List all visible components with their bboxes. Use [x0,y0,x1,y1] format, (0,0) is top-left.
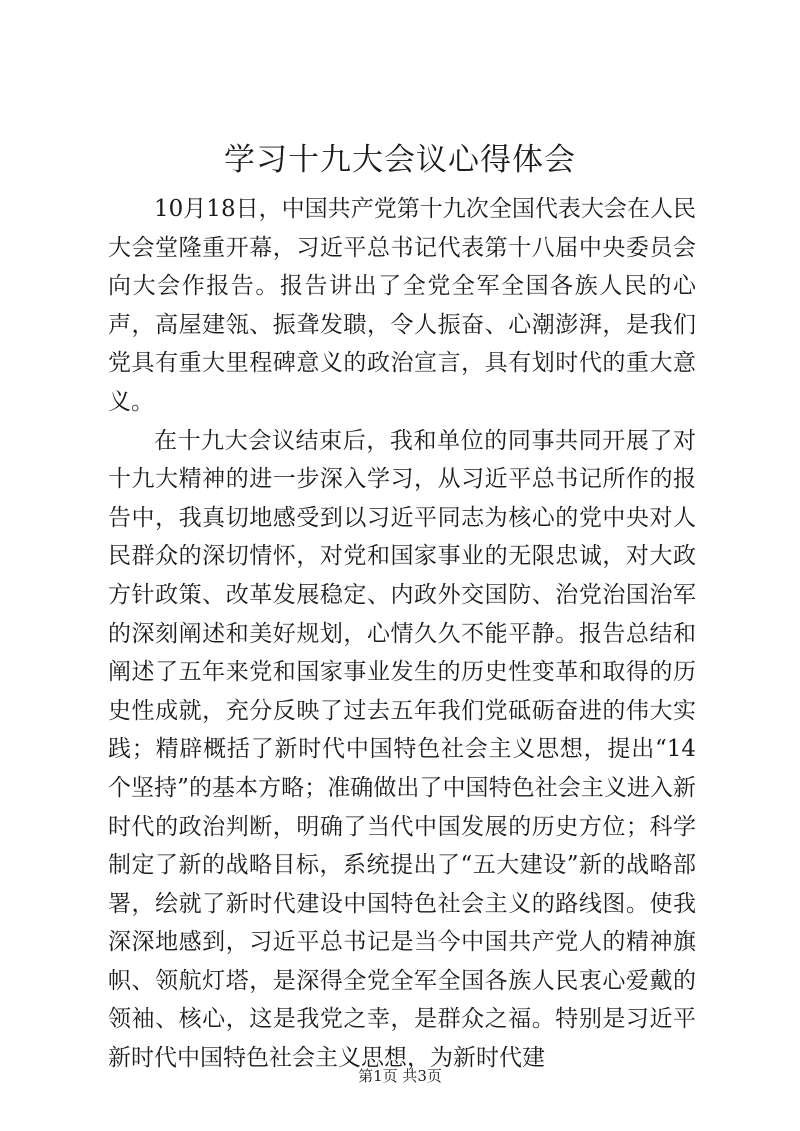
page-number-footer: 第1页 共3页 [358,1067,442,1085]
paragraph-1: 10月18日，中国共产党第十九次全国代表大会在人民大会堂隆重开幕，习近平总书记代表第十八届中央委员会向大会作报告。报告讲出了全党全军全国各族人民的心声，高屋建瓴、振聋发聩，令人振奋、心潮澎湃，是我们党具有重大里程碑意义的政治宣言，具有划时代的重大意义。 [108,196,696,415]
paragraph-2: 在十九大会议结束后，我和单位的同事共同开展了对十九大精神的进一步深入学习，从习近平总书记所作的报告中，我真切地感受到以习近平同志为核心的党中央对人民群众的深切情怀，对党和国家事业的无限忠诚，对大政方针政策、改革发展稳定、内政外交国防、治党治国治军的深刻阐述和美好规划，心情久久不能平静。报告总结和阐述了五年来党和国家事业发生的历史性变革和取得的历史性成就，充分反映了过去五年我们党砥砺奋进的伟大实践；精辟概括了新时代中国特色社会主义思想，提出“14个坚持”的基本方略；准确做出了中国特色社会主义进入新时代的政治判断，明确了当代中国发展的历史方位；科学制定了新的战略目标，系统提出了“五大建设”新的战略部署，绘就了新时代建设中国特色社会主义的路线图。使我深深地感到，习近平总书记是当今中国共产党人的精神旗帜、领航灯塔，是深得全党全军全国各族人民衷心爱戴的领袖、核心，这是我党之幸，是群众之福。特别是习近平新时代中国特色社会主义思想，为新时代建 [108,427,696,1072]
document-body [108,190,696,1078]
document-title: 学习十九大会议心得体会 [224,142,576,178]
